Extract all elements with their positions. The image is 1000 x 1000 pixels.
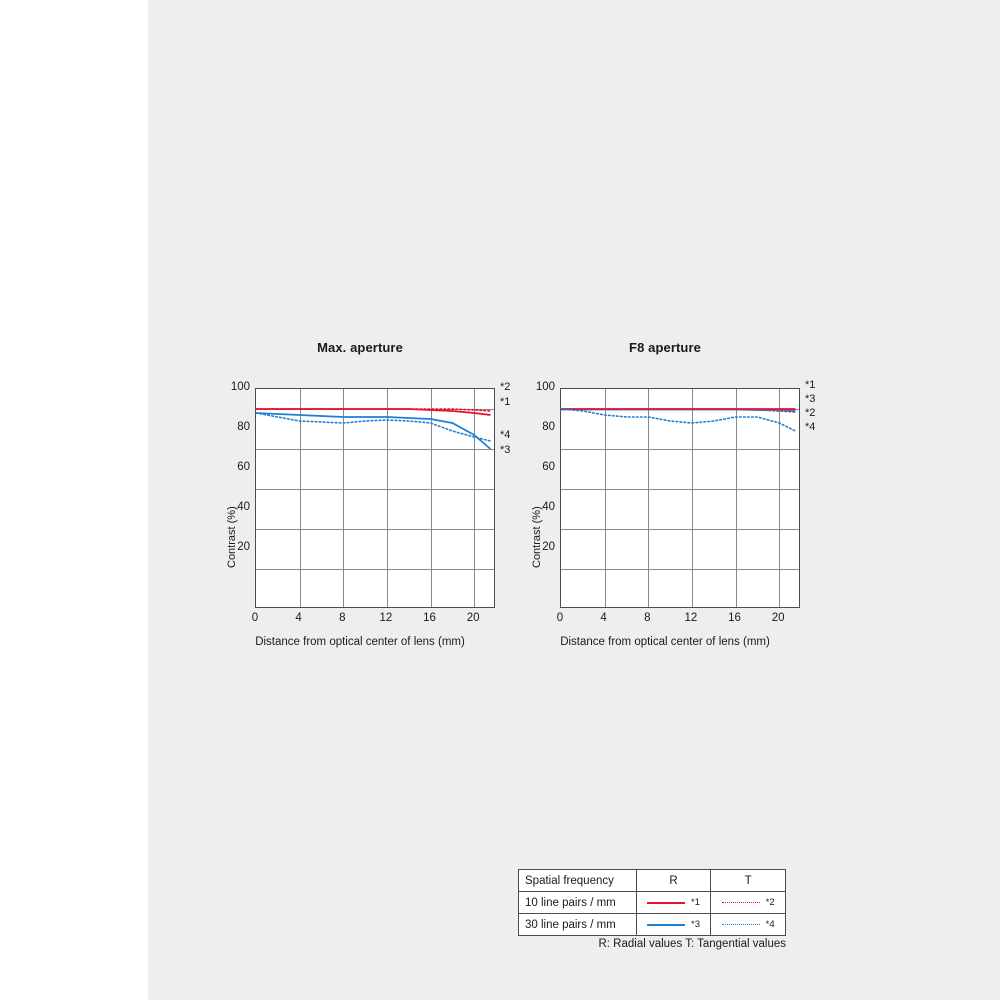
y-tick-label: 60: [542, 461, 555, 473]
legend-ref: *4: [765, 919, 775, 930]
legend-row-label: 30 line pairs / mm: [519, 914, 637, 936]
legend-table: [518, 869, 786, 936]
y-tick-label: 20: [237, 541, 250, 553]
series-callout: *4: [500, 429, 511, 441]
table-row: [519, 892, 786, 914]
legend-swatch-r: [636, 892, 711, 914]
page-left-margin: [0, 0, 148, 1000]
x-axis-label: Distance from optical center of lens (mm): [255, 636, 465, 648]
chart-curves: [256, 389, 496, 609]
legend-row-label: 10 line pairs / mm: [519, 892, 637, 914]
plot-area: [255, 388, 495, 608]
y-tick-label: 40: [237, 501, 250, 513]
solid-red-line-icon: [647, 902, 685, 904]
legend-ref: *2: [765, 897, 775, 908]
series-callout: *1: [500, 396, 511, 408]
legend-table-container: [518, 869, 786, 936]
x-tick-label: 12: [379, 612, 393, 624]
x-tick-label: 4: [295, 612, 302, 624]
series-callout: *4: [805, 421, 816, 433]
x-tick-label: 0: [251, 612, 259, 624]
series-callout: *3: [500, 444, 511, 456]
x-tick-label: 12: [684, 612, 698, 624]
y-tick-label: 100: [535, 381, 555, 393]
table-row: [519, 914, 786, 936]
x-tick-label: 4: [600, 612, 607, 624]
legend-header-t: T: [711, 870, 786, 892]
x-tick-label: 8: [339, 612, 346, 624]
chart-title: Max. aperture: [317, 340, 403, 355]
x-tick-label: 20: [466, 612, 480, 624]
y-tick-label: 80: [237, 421, 250, 433]
series-callout: *3: [805, 393, 816, 405]
chart-title: F8 aperture: [629, 340, 701, 355]
legend-swatch-r: [636, 914, 711, 936]
chart-curves: [561, 389, 801, 609]
legend-swatch-t: [711, 892, 786, 914]
dotted-blue-line-icon: [722, 924, 760, 925]
solid-blue-line-icon: [647, 924, 685, 926]
y-axis-label: Contrast (%): [226, 506, 238, 568]
plot-area: [560, 388, 800, 608]
y-tick-label: 100: [230, 381, 250, 393]
dotted-red-line-icon: [722, 902, 760, 903]
legend-swatch-t: [711, 914, 786, 936]
legend-header-r: R: [636, 870, 711, 892]
legend-header-spatial-frequency: Spatial frequency: [519, 870, 637, 892]
x-tick-label: 16: [728, 612, 741, 624]
legend-ref: *1: [691, 897, 701, 908]
y-tick-label: 80: [542, 421, 555, 433]
x-tick-label: 8: [644, 612, 651, 624]
table-row: [519, 870, 786, 892]
x-axis-label: Distance from optical center of lens (mm): [560, 636, 770, 648]
legend-ref: *3: [691, 919, 701, 930]
x-tick-label: 0: [556, 612, 564, 624]
x-tick-label: 20: [771, 612, 785, 624]
y-tick-label: 40: [542, 501, 555, 513]
x-tick-label: 16: [423, 612, 436, 624]
series-callout: *2: [805, 407, 816, 419]
y-axis-label: Contrast (%): [531, 506, 543, 568]
legend-note: R: Radial values T: Tangential values: [598, 938, 786, 950]
y-tick-label: 60: [237, 461, 250, 473]
series-callout: *1: [805, 379, 816, 391]
y-tick-label: 20: [542, 541, 555, 553]
series-callout: *2: [500, 381, 511, 393]
